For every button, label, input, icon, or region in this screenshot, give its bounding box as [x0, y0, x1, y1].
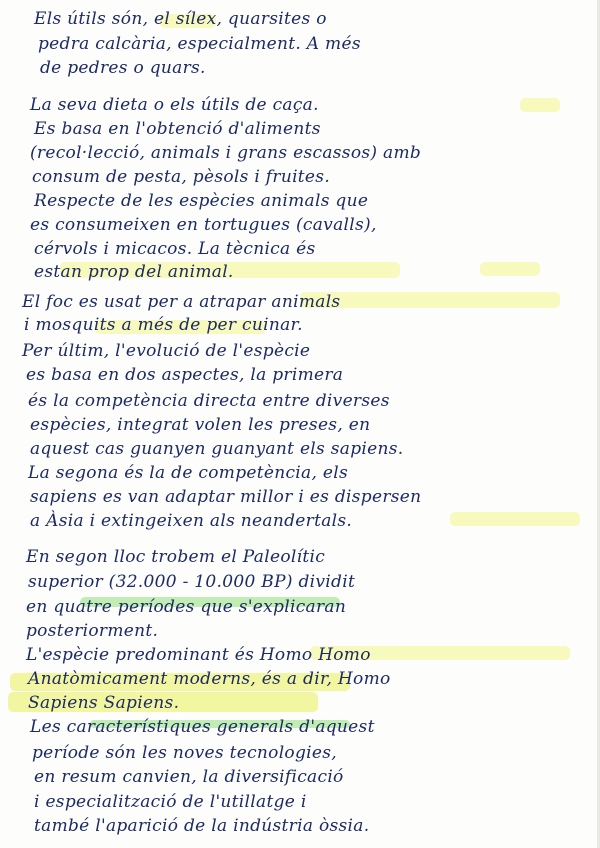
- highlight-mark: [480, 262, 540, 276]
- text-line: Sapiens Sapiens.: [28, 693, 180, 713]
- text-line: i especialització de l'utillatge i: [34, 792, 307, 812]
- text-line: En segon lloc trobem el Paleolític: [26, 547, 326, 567]
- text-line: Per últim, l'evolució de l'espècie: [22, 341, 311, 361]
- text-line: en resum canvien, la diversificació: [34, 767, 344, 787]
- text-line: període són les noves tecnologies,: [32, 743, 337, 763]
- text-line: i mosquits a més de per cuinar.: [24, 315, 303, 335]
- text-line: sapiens es van adaptar millor i es dispersen: [30, 487, 422, 507]
- text-line: El foc es usat per a atrapar animals: [22, 292, 341, 312]
- text-line: Respecte de les espècies animals que: [34, 191, 369, 211]
- text-line: també l'aparició de la indústria òssia.: [34, 816, 370, 836]
- text-line: de pedres o quars.: [40, 58, 206, 78]
- text-line: pedra calcària, especialment. A més: [38, 34, 361, 54]
- text-line: espècies, integrat volen les preses, en: [30, 415, 371, 435]
- highlight-mark: [520, 98, 560, 112]
- text-line: Les característiques generals d'aquest: [30, 717, 375, 737]
- text-line: posteriorment.: [26, 621, 159, 641]
- text-line: estan prop del animal.: [34, 262, 234, 282]
- text-line: La seva dieta o els útils de caça.: [30, 95, 319, 115]
- text-line: és la competència directa entre diverses: [28, 391, 390, 411]
- text-line: consum de pesta, pèsols i fruites.: [32, 167, 331, 187]
- text-line: (recol·lecció, animals i grans escassos) amb: [30, 143, 422, 163]
- text-line: Anatòmicament moderns, és a dir, Homo: [28, 669, 391, 689]
- text-line: es basa en dos aspectes, la primera: [26, 365, 344, 385]
- text-line: Es basa en l'obtenció d'aliments: [34, 119, 321, 139]
- text-line: es consumeixen en tortugues (cavalls),: [30, 215, 377, 235]
- highlight-mark: [450, 512, 580, 526]
- text-line: cérvols i micacos. La tècnica és: [34, 239, 316, 259]
- text-line: L'espècie predominant és Homo Homo: [26, 645, 371, 665]
- text-line: aquest cas guanyen guanyant els sapiens.: [30, 439, 404, 459]
- text-line: a Àsia i extingeixen als neandertals.: [30, 511, 353, 531]
- text-line: superior (32.000 - 10.000 BP) dividit: [28, 572, 356, 592]
- text-line: en quatre períodes que s'explicaran: [26, 597, 347, 617]
- text-line: Els útils són, el sílex, quarsites o: [34, 9, 327, 29]
- text-line: La segona és la de competència, els: [28, 463, 349, 483]
